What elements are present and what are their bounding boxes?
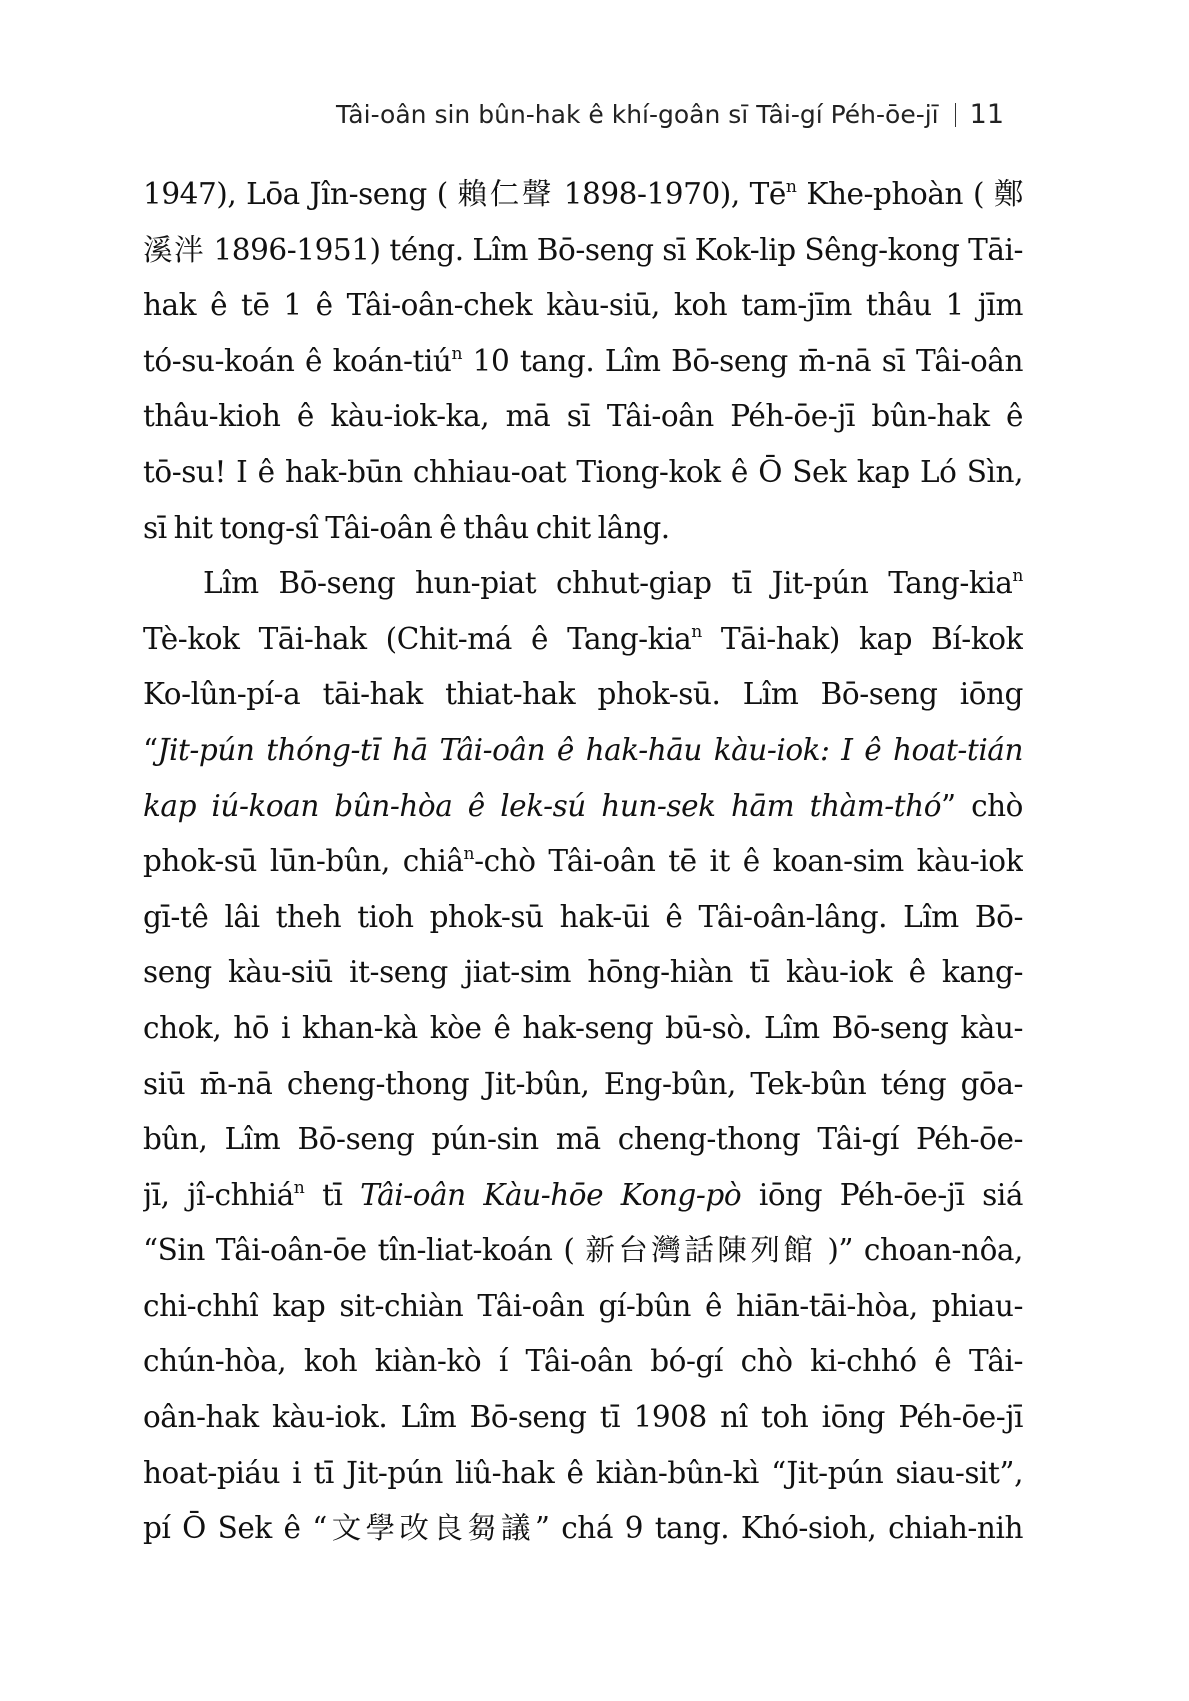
text-line: sī hit tong-sî Tâi-oân ê thâu chit lâng.: [143, 510, 670, 545]
header-divider: [955, 103, 956, 127]
body-text: [143, 167, 1023, 1557]
text-line: oân-hak kàu-iok. Lîm Bō-seng tī 1908 nî toh iōng Péh-ōe-jī: [143, 1400, 1023, 1435]
text-line: chún-hòa, koh kiàn-kò í Tâi-oân bó-gí chò ki-chhó ê Tâi-: [143, 1344, 1023, 1379]
text-line: 1947), Lōa Jîn-seng ( 賴仁聲 1898-1970), $Tē^n$ Khe-phoàn ( 鄭: [143, 177, 1023, 211]
text-line: tō-su! I ê hak-būn chhiau-oat Tiong-kok ê Ō Sek kap Ló Sìn,: [143, 454, 1023, 489]
text-line: hoat-piáu i tī Jit-pún liû-hak ê kiàn-bûn-kì “Jit-pún siau-sit”,: [143, 1455, 1023, 1490]
thesis-title: kap iú-koan bûn-hòa ê lek-sú hun-sek hām thàm-thó: [143, 788, 942, 823]
text-line: “Jit-pún thóng-tī hā Tâi-oân ê hak-hāu kàu-iok: I ê hoat-tián: [143, 732, 1023, 767]
paragraph-2: [143, 556, 1023, 1557]
text-line: siū m̄-nā cheng-thong Jit-bûn, Eng-bûn, Tek-bûn téng gōa-: [143, 1066, 1023, 1101]
text-line: 溪泮 1896-1951) téng. Lîm Bō-seng sī Kok-lip Sêng-kong Tāi-: [143, 232, 1023, 267]
text-line: hak ê tē 1 ê Tâi-oân-chek kàu-siū, koh tam-jīm thâu 1 jīm: [143, 288, 1023, 323]
text-line: pí Ō Sek ê “文學改良芻議” chá 9 tang. Khó-sioh, chiah-nih: [143, 1511, 1023, 1546]
paragraph-1: [143, 167, 1023, 556]
text-line: phok-sū lūn-bûn, chiâ$^n$-chò Tâi-oân tē it ê koan-sim kàu-iok: [143, 844, 1023, 879]
page-number: 11: [969, 99, 1004, 130]
text-line: Tè-kok Tāi-hak (Chit-má ê Tang-kia$^n$ Tāi-hak) kap Bí-kok: [143, 621, 1023, 656]
text-line: thâu-kioh ê kàu-iok-ka, mā sī Tâi-oân Péh-ōe-jī bûn-hak ê: [143, 399, 1023, 434]
text-line: gī-tê lâi theh tioh phok-sū hak-ūi ê Tâi-oân-lâng. Lîm Bō-: [143, 899, 1023, 934]
text-line: kap iú-koan bûn-hòa ê lek-sú hun-sek hām thàm-thó” chò: [143, 788, 1023, 823]
running-header: [336, 99, 1004, 130]
thesis-title: Jit-pún thóng-tī hā Tâi-oân ê hak-hāu kàu-iok: I ê hoat-tián: [157, 732, 1023, 767]
text-line: seng kàu-siū it-seng jiat-sim hōng-hiàn tī kàu-iok ê kang-: [143, 955, 1023, 990]
text-line: “Sin Tâi-oân-ōe tîn-liat-koán ( 新台灣話陳列館 )” choan-nôa,: [143, 1233, 1023, 1268]
text-line: chok, hō i khan-kà kòe ê hak-seng bū-sò. Lîm Bō-seng kàu-: [143, 1010, 1023, 1045]
text-line: tó-su-koán ê koán-tiú$^n$ 10 tang. Lîm Bō-seng m̄-nā sī Tâi-oân: [143, 343, 1023, 378]
text-line: bûn, Lîm Bō-seng pún-sin mā cheng-thong Tâi-gí Péh-ōe-: [143, 1122, 1023, 1157]
publication-title: Tâi-oân Kàu-hōe Kong-pò: [360, 1177, 742, 1212]
text-line: Lîm Bō-seng hun-piat chhut-giap tī Jit-pún Tang-kia$^n$: [203, 566, 1023, 601]
text-line: Ko-lûn-pí-a tāi-hak thiat-hak phok-sū. Lîm Bō-seng iōng: [143, 677, 1023, 712]
text-line: jī, jî-chhiá$^n$ tī Tâi-oân Kàu-hōe Kong-pò iōng Péh-ōe-jī siá: [143, 1177, 1023, 1212]
running-title: Tâi-oân sin bûn-hak ê khí-goân sī Tâi-gí Péh-ōe-jī: [335, 100, 939, 129]
text-line: chi-chhî kap sit-chiàn Tâi-oân gí-bûn ê hiān-tāi-hòa, phiau-: [143, 1288, 1023, 1323]
